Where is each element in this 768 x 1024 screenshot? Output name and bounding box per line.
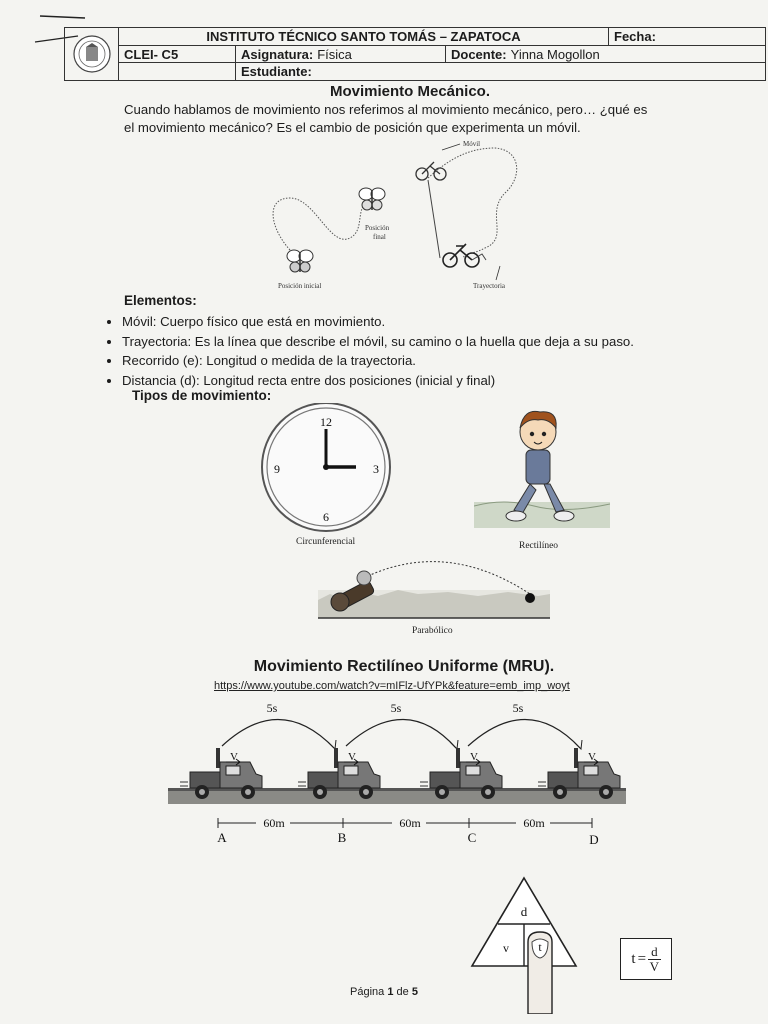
distance-label-1: 60m <box>263 816 285 830</box>
formula-t: t <box>631 950 636 967</box>
element-item-distancia: • Distancia (d): Longitud recta entre dos posiciones (inicial y final) <box>122 371 634 391</box>
bicycle-path <box>428 148 517 258</box>
arc-3 <box>468 719 580 748</box>
triangle-d: d <box>520 904 528 919</box>
element-item-movil: • Móvil: Cuerpo físico que está en movimiento. <box>122 312 634 332</box>
clock-number-3: 3 <box>373 462 379 476</box>
clock-number-9: 9 <box>274 462 280 476</box>
label-trayectoria: Trayectoria <box>473 282 506 290</box>
velocity-label-b: V <box>348 751 356 763</box>
clock-number-12: 12 <box>320 415 332 429</box>
blank-cell <box>119 63 236 80</box>
clock-number-6: 6 <box>323 510 329 524</box>
teacher-cell <box>446 46 765 63</box>
distance-label-3: 60m <box>523 816 545 830</box>
element-item-recorrido: • Recorrido (e): Longitud o medida de la trayectoria. <box>122 351 634 371</box>
formula-denominator: V <box>649 958 659 974</box>
velocity-label-c: V <box>470 751 478 763</box>
intro-line-1: Cuando hablamos de movimiento nos referimos al movimiento mecánico, pero… ¿qué es <box>124 102 648 117</box>
bicycle-top-icon <box>416 162 446 180</box>
distance-label-2: 60m <box>399 816 421 830</box>
intro-line-2: el movimiento mecánico? Es el cambio de posición que experimenta un móvil. <box>124 120 581 135</box>
label-posicion-inicial: Posición inicial <box>278 282 322 290</box>
formula-fraction <box>648 945 661 974</box>
section-title-movimiento-mecanico: Movimiento Mecánico. <box>329 83 491 100</box>
butterfly-initial-icon <box>287 250 313 272</box>
subject-cell <box>236 46 446 63</box>
formula-equals: = <box>637 950 647 967</box>
distance-line <box>428 180 440 258</box>
velocity-label-d: V <box>588 751 596 763</box>
header-table <box>64 27 766 81</box>
cannon-figure <box>318 550 550 622</box>
page-of: de <box>396 986 409 998</box>
element-item-trayectoria: • Trayectoria: Es la línea que describe el móvil, su camino o la huella que deja a su paso. <box>122 332 634 352</box>
butterfly-path <box>273 198 368 250</box>
mru-diagram <box>168 696 638 852</box>
cannonball-icon <box>525 593 535 603</box>
bicycle-bottom-icon <box>443 244 486 267</box>
page-total: 5 <box>411 986 418 998</box>
caption-rectilinear: Rectilíneo <box>519 541 559 551</box>
school-seal-icon <box>72 34 112 74</box>
point-label-c: C <box>467 830 477 845</box>
butterfly-final-icon <box>359 188 385 210</box>
elements-list <box>104 312 634 390</box>
formula-box <box>620 938 672 980</box>
page-footer <box>0 986 768 998</box>
point-label-d: D <box>589 832 599 847</box>
arc-1 <box>222 719 334 748</box>
parabola-path <box>368 562 530 594</box>
caption-parabolic: Parabólico <box>412 626 453 636</box>
section-title-mru: Movimiento Rectilíneo Uniforme (MRU). <box>253 658 555 675</box>
teacher-label: Docente: <box>451 46 507 62</box>
clock-figure <box>258 403 398 533</box>
caption-circular: Circunferencial <box>296 537 356 547</box>
institution-name: INSTITUTO TÉCNICO SANTO TOMÁS – ZAPATOCA <box>119 28 609 46</box>
types-heading: Tipos de movimiento: <box>132 388 272 403</box>
time-label-3: 5s <box>512 701 524 715</box>
label-movil: Móvil <box>463 140 481 148</box>
intro-paragraph <box>124 101 744 137</box>
triangle-t: t <box>538 940 542 954</box>
label-posicion-final-2: final <box>373 233 386 241</box>
point-label-b: B <box>337 830 347 845</box>
page-number: 1 <box>387 986 394 998</box>
mru-video-link[interactable]: https://www.youtube.com/watch?v=mIFlz-UfYPk&feature=emb_imp_woyt <box>214 680 570 692</box>
arc-2 <box>346 719 456 748</box>
group-label: CLEI- C5 <box>119 46 236 63</box>
velocity-label-a: V <box>230 751 238 763</box>
walking-boy-figure <box>474 402 610 534</box>
school-logo-cell <box>65 28 119 80</box>
triangle-v: v <box>503 941 509 955</box>
date-label: Fecha: <box>609 28 765 46</box>
time-label-1: 5s <box>266 701 278 715</box>
teacher-value: Yinna Mogollon <box>510 46 600 62</box>
subject-value: Física <box>317 46 352 62</box>
mechanical-motion-figure <box>260 138 540 296</box>
formula-numerator: d <box>648 945 661 960</box>
time-label-2: 5s <box>390 701 402 715</box>
label-posicion-final-1: Posición <box>365 224 390 232</box>
student-label: Estudiante: <box>241 64 312 79</box>
page-prefix: Página <box>350 986 385 998</box>
elements-heading: Elementos: <box>124 293 197 308</box>
subject-label: Asignatura: <box>241 46 314 62</box>
point-label-a: A <box>217 830 227 845</box>
